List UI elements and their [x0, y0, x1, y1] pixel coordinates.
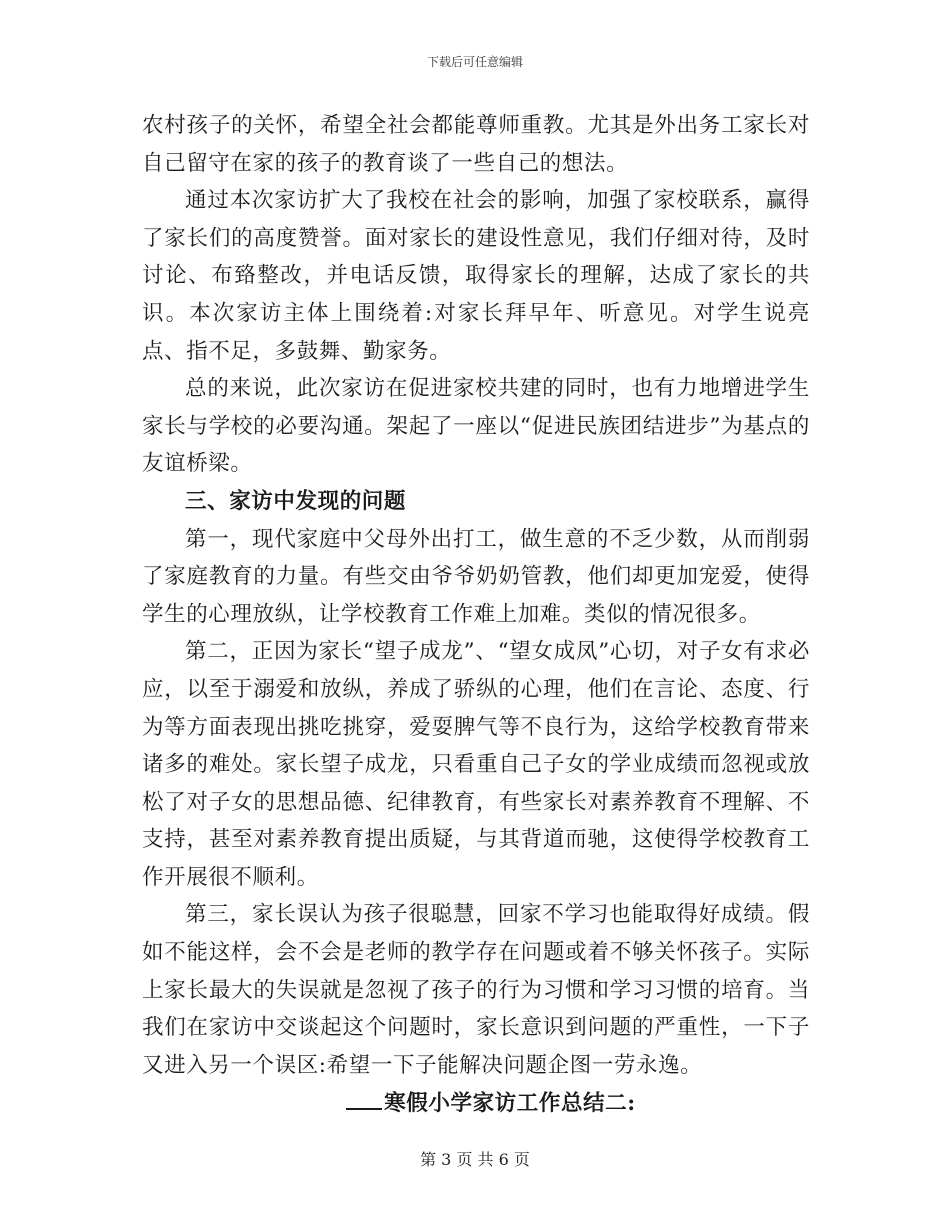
- paragraph-continuation: 农村孩子的关怀，希望全社会都能尊师重教。尤其是外出务工家长对自己留守在家的孩子的教育谈了一些自己的想法。: [142, 113, 810, 176]
- paragraph-visit-impact: 通过本次家访扩大了我校在社会的影响，加强了家校联系，赢得了家长们的高度赞誉。面对家长的建设性意见，我们仔细对待，及时讨论、布臵整改，并电话反馈，取得家长的理解，达成了家长的共识。本次家访主体上围绕着:对家长拜早年、听意见。对学生说亮点、指不足，多鼓舞、勤家务。: [142, 188, 810, 364]
- problem-paragraph-2: 第二，正因为家长“望子成龙”、“望女成凤”心切，对子女有求必应，以至于溺爱和放纵，养成了骄纵的心理，他们在言论、态度、行为等方面表现出挑吃挑穿，爱耍脾气等不良行为，这给学校教育带来诸多的难处。家长望子成龙，只看重自己子女的学业成绩而忽视或放松了对子女的思想品德、纪律教育，有些家长对素养教育不理解、不支持，甚至对素养教育提出质疑，与其背道而驰，这使得学校教育工作开展很不顺利。: [142, 639, 810, 890]
- problem-paragraph-3: 第三，家长误认为孩子很聪慧，回家不学习也能取得好成绩。假如不能这样，会不会是老师的教学存在问题或着不够关怀孩子。实际上家长最大的失误就是忽视了孩子的行为习惯和学习习惯的培育。当我们在家访中交谈起这个问题时，家长意识到问题的严重性，一下子又进入另一个误区:希望一下子能解决问题企图一劳永逸。: [142, 902, 810, 1078]
- subtitle-text: 寒假小学家访工作总结二:: [384, 1091, 636, 1117]
- document-body: [142, 107, 810, 1123]
- page-header: 下载后可任意编辑: [426, 55, 523, 69]
- problem-paragraph-1: 第一，现代家庭中父母外出打工，做生意的不乏少数，从而削弱了家庭教育的力量。有些交由爷爷奶奶管教，他们却更加宠爱，使得学生的心理放纵，让学校教育工作难上加难。类似的情况很多。: [142, 526, 810, 627]
- section-heading: 三、家访中发现的问题: [185, 488, 407, 514]
- subtitle-line: [142, 1084, 810, 1123]
- paragraph-summary: 总的来说，此次家访在促进家校共建的同时，也有力地增进学生家长与学校的必要沟通。架起了一座以“促进民族团结进步”为基点的友谊桥梁。: [142, 376, 810, 477]
- page-footer: 第 3 页 共 6 页: [420, 1150, 530, 1169]
- blank-underline: [346, 1084, 382, 1110]
